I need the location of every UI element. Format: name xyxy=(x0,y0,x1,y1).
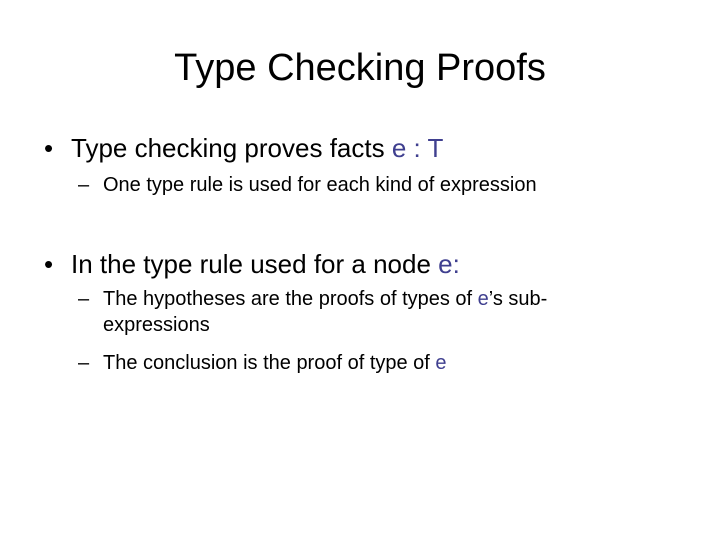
sub-text-emphasis: e xyxy=(477,288,489,310)
bullet-emphasis: e : T xyxy=(391,133,444,163)
sub-text-before: The conclusion is the proof of type of xyxy=(103,352,436,374)
sub-bullet-text: One type rule is used for each kind of expression xyxy=(103,174,537,196)
sub-text-emphasis: e xyxy=(435,352,447,374)
sub-bullet-marker: – xyxy=(78,288,90,310)
sub-bullet-text xyxy=(103,350,638,376)
sub-bullet-type-rule xyxy=(78,172,638,198)
sub-bullet-hypotheses xyxy=(78,286,608,338)
sub-bullet-text xyxy=(103,286,608,338)
bullet-emphasis: e: xyxy=(438,249,460,279)
sub-bullet-conclusion xyxy=(78,350,638,376)
bullet-type-rule-node xyxy=(44,248,460,280)
sub-text-after: ’s sub-expressions xyxy=(103,288,548,336)
sub-text-before: The hypotheses are the proofs of types of xyxy=(103,288,478,310)
sub-bullet-marker: – xyxy=(78,174,90,196)
sub-bullet-marker: – xyxy=(78,352,90,374)
bullet-marker: • xyxy=(44,133,54,163)
bullet-marker: • xyxy=(44,249,54,279)
bullet-text: Type checking proves facts xyxy=(71,133,392,163)
slide-title: Type Checking Proofs xyxy=(174,47,546,89)
bullet-text: In the type rule used for a node xyxy=(71,249,439,279)
bullet-type-checking xyxy=(44,132,443,164)
